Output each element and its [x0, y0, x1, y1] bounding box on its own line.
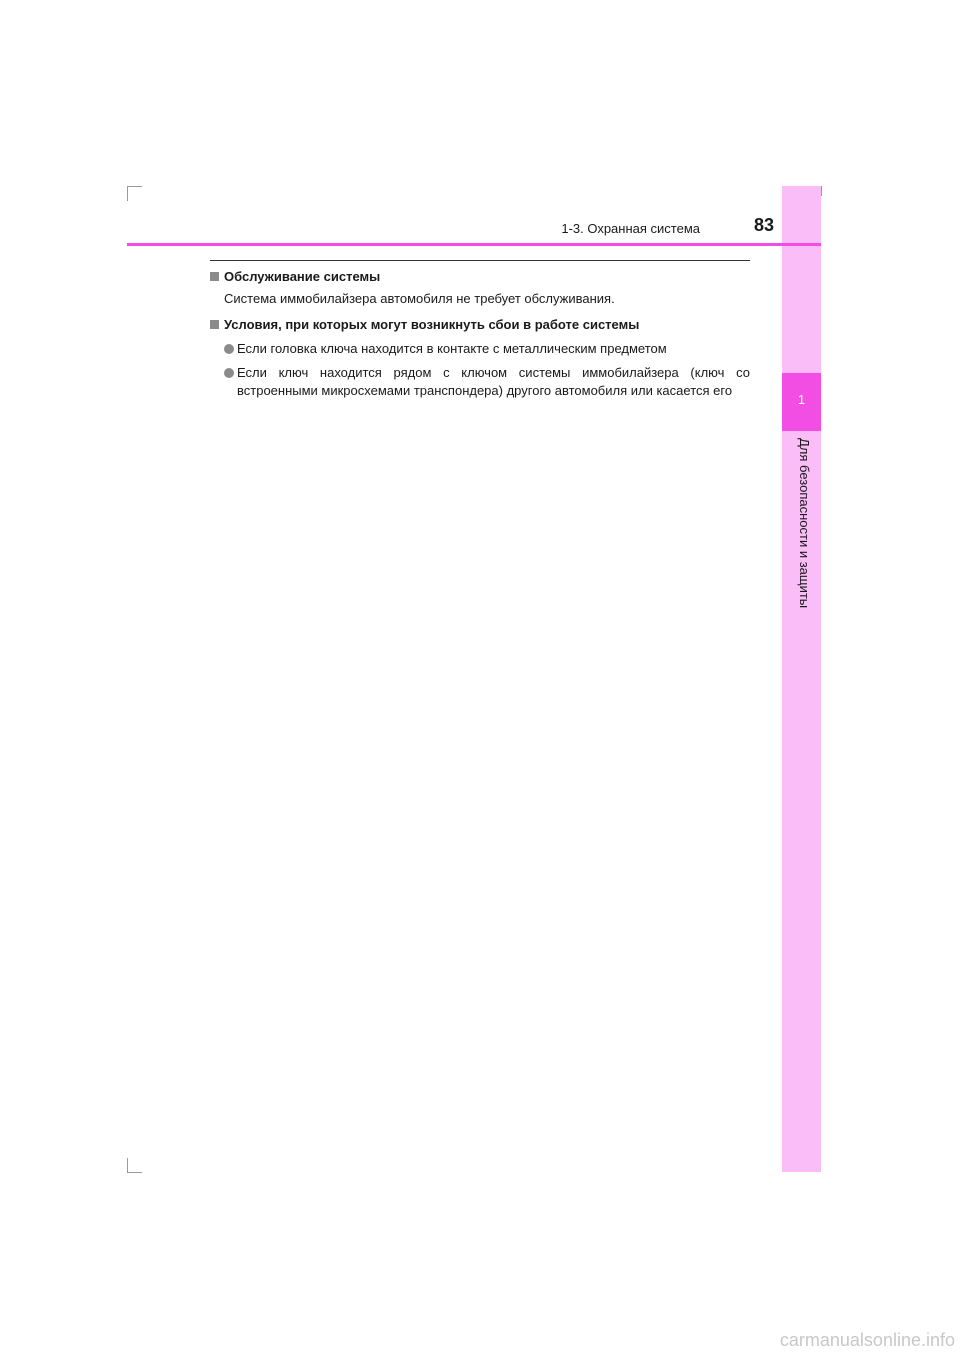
list-item [210, 340, 750, 358]
list-item-text: Если головка ключа находится в контакте с металлическим предметом [237, 341, 667, 356]
crop-mark-top-right-v [821, 186, 822, 196]
list-item-text: Если ключ находится рядом с ключом системы иммобилайзера (ключ со встроенными микросхемами транспондера) другого автомобиля или касается его [237, 365, 750, 398]
circle-bullet-icon [224, 344, 234, 354]
chapter-side-tab [782, 186, 821, 1172]
page-content [210, 268, 750, 400]
crop-mark-bottom-left-h [127, 1172, 142, 1173]
square-bullet-icon [210, 272, 219, 281]
circle-bullet-icon [224, 368, 234, 378]
crop-mark-bottom-left-v [127, 1158, 128, 1173]
chapter-number: 1 [797, 392, 806, 407]
section-heading-text: Условия, при которых могут возникнуть сбои в работе системы [224, 317, 640, 332]
square-bullet-icon [210, 320, 219, 329]
section-heading-text: Обслуживание системы [224, 269, 381, 284]
section-paragraph: Система иммобилайзера автомобиля не требует обслуживания. [224, 291, 615, 306]
header-divider [127, 243, 821, 246]
section-heading [210, 268, 750, 286]
crop-mark-top-left-v [127, 186, 128, 201]
watermark: carmanualsonline.info [779, 1330, 955, 1350]
chapter-title: Для безопасности и защиты [797, 438, 812, 609]
crop-mark-top-left-h [127, 186, 142, 187]
page-number: 83 [753, 215, 774, 235]
list-item [210, 364, 750, 400]
section-heading [210, 316, 750, 334]
section-title: 1-3. Охранная система [561, 221, 700, 236]
content-top-rule [210, 260, 750, 261]
